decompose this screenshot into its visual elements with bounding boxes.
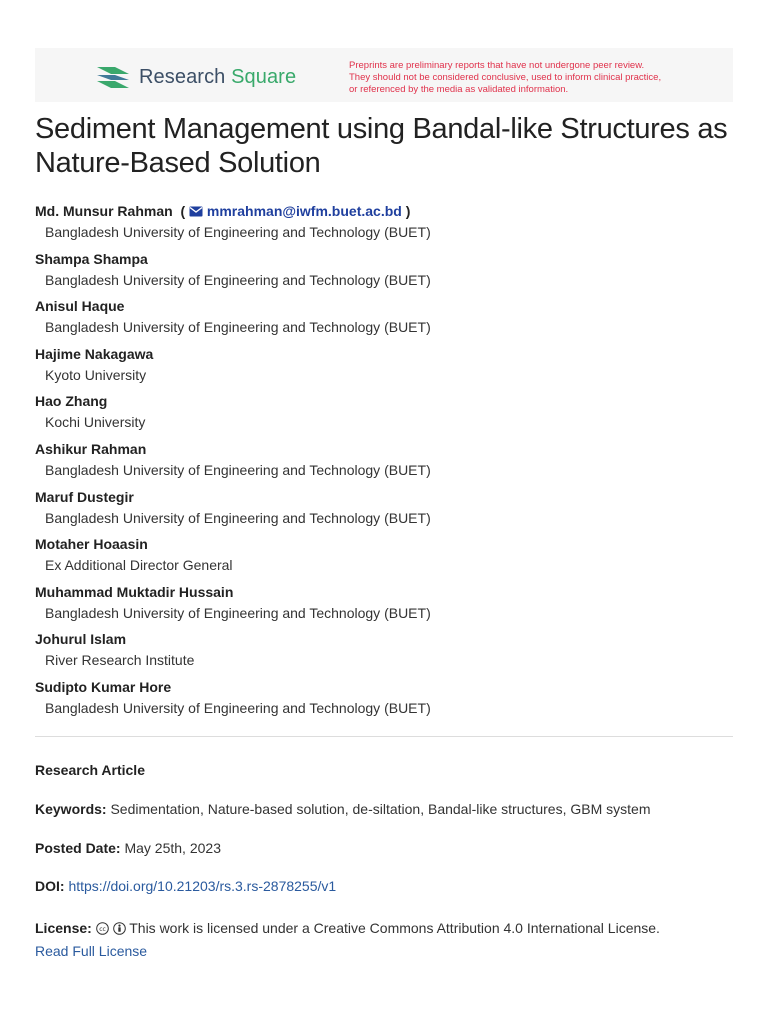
keywords-label: Keywords: [35, 801, 107, 817]
author-email-link[interactable]: mmrahman@iwfm.buet.ac.bd [206, 203, 402, 219]
author-entry [35, 343, 735, 391]
doi-row [35, 878, 735, 894]
logo-wordmark [139, 66, 296, 89]
author-list [35, 200, 735, 724]
read-full-license-link[interactable]: Read Full License [35, 943, 148, 959]
author-entry [35, 248, 735, 296]
author-entry [35, 486, 735, 534]
posted-date-row [35, 840, 735, 856]
author-name: Johurul Islam [35, 631, 127, 648]
author-affiliation: Bangladesh University of Engineering and Technology (BUET) [45, 509, 431, 526]
author-affiliation: Bangladesh University of Engineering and Technology (BUET) [45, 604, 431, 621]
author-name: Hao Zhang [35, 393, 108, 410]
author-affiliation: Bangladesh University of Engineering and Technology (BUET) [45, 224, 431, 240]
logo-square: Square [231, 65, 297, 88]
keywords-value: Sedimentation, Nature-based solution, de-siltation, Bandal-like structures, GBM system [110, 801, 651, 817]
preprint-disclaimer [349, 60, 709, 96]
envelope-icon [189, 206, 203, 217]
author-name: Maruf Dustegir [35, 488, 134, 505]
doi-link[interactable]: https://doi.org/10.21203/rs.3.rs-2878255/v1 [68, 878, 337, 894]
article-type-label: Research Article [35, 762, 145, 778]
doi-label: DOI: [35, 878, 65, 894]
author-name: Shampa Shampa [35, 250, 148, 267]
logo-research: Research [139, 65, 226, 88]
author-affiliation: River Research Institute [45, 652, 195, 669]
author-name: Muhammad Muktadir Hussain [35, 583, 234, 600]
by-attribution-icon [113, 922, 126, 935]
disclaimer-line: They should not be considered conclusive, used to inform clinical practice, [349, 72, 662, 83]
author-entry: Md. Munsur Rahman ( mmrahman@iwfm.buet.ac.bd ) Bangladesh University of Engineering and Technology (BUET) [35, 200, 735, 248]
paper-title: Sediment Management using Bandal-like Structures as Nature-Based Solution [35, 113, 728, 179]
author-affiliation: Kyoto University [45, 366, 147, 383]
research-square-logo[interactable] [95, 64, 296, 90]
author-entry [35, 628, 735, 676]
author-entry [35, 295, 735, 343]
svg-text:cc: cc [98, 926, 106, 933]
author-entry [35, 533, 735, 581]
author-entry [35, 390, 735, 438]
disclaimer-line: or referenced by the media as validated information. [349, 84, 569, 95]
research-square-logo-icon [95, 64, 131, 90]
license-text: This work is licensed under a Creative Commons Attribution 4.0 International License. [129, 920, 660, 936]
author-affiliation: Kochi University [45, 414, 146, 431]
author-name: Motaher Hoaasin [35, 536, 148, 553]
author-entry [35, 438, 735, 486]
author-affiliation: Bangladesh University of Engineering and Technology (BUET) [45, 699, 431, 716]
author-affiliation: Bangladesh University of Engineering and Technology (BUET) [45, 319, 431, 336]
section-divider [35, 736, 733, 737]
posted-date-label: Posted Date: [35, 840, 121, 856]
author-name: Anisul Haque [35, 298, 125, 315]
author-affiliation: Bangladesh University of Engineering and Technology (BUET) [45, 461, 431, 478]
posted-date-value: May 25th, 2023 [124, 840, 221, 856]
author-entry [35, 581, 735, 629]
keywords-row [35, 801, 735, 817]
author-name: Md. Munsur Rahman [35, 203, 173, 219]
author-affiliation: Bangladesh University of Engineering and Technology (BUET) [45, 271, 431, 288]
license-label: License: [35, 920, 92, 936]
author-name: Ashikur Rahman [35, 440, 147, 457]
preprint-header [35, 48, 733, 102]
author-name: Sudipto Kumar Hore [35, 678, 172, 695]
author-affiliation: Ex Additional Director General [45, 557, 233, 574]
article-type [35, 762, 735, 778]
cc-icon [96, 922, 109, 935]
author-name: Hajime Nakagawa [35, 345, 154, 362]
license-row [35, 917, 735, 963]
disclaimer-line: Preprints are preliminary reports that have not undergone peer review. [349, 60, 645, 71]
author-entry [35, 676, 735, 724]
